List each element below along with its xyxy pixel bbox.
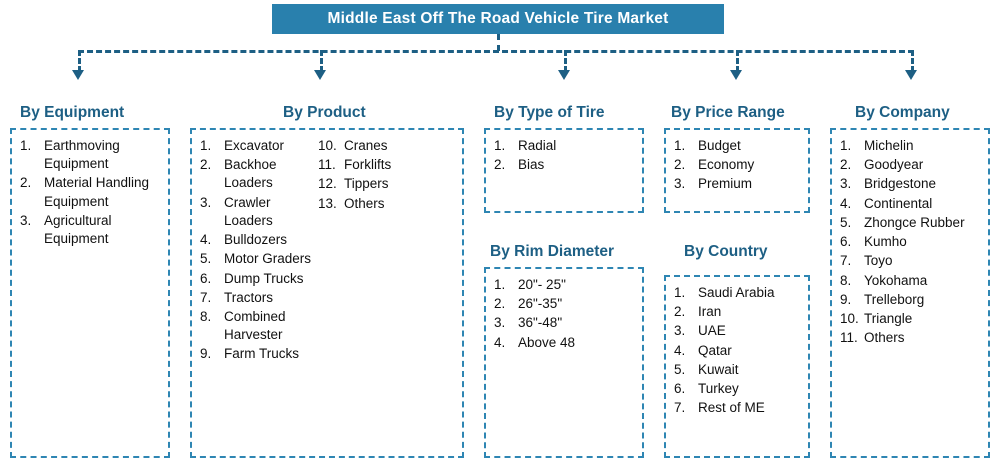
- list-item: Backhoe Loaders: [224, 157, 277, 191]
- panel-by-equipment: [10, 128, 170, 458]
- list-item: Material Handling Equipment: [44, 175, 150, 209]
- arrow-type-of-tire: [558, 70, 570, 80]
- heading-by-price-range: By Price Range: [671, 104, 785, 121]
- heading-by-type-of-tire: By Type of Tire: [494, 104, 605, 121]
- list-item: Earthmoving Equipment: [44, 138, 120, 172]
- list-by-price-range: [674, 137, 802, 194]
- list-item: Tippers: [344, 176, 389, 192]
- list-item: Excavator: [224, 138, 285, 153]
- list-item: Iran: [698, 304, 722, 320]
- arrow-price-range: [730, 70, 742, 80]
- list-item: Continental: [864, 195, 933, 211]
- list-by-equipment: [20, 137, 162, 248]
- list-by-type-of-tire: [494, 137, 636, 174]
- panel-by-company: [830, 128, 990, 458]
- list-item: Farm Trucks: [224, 346, 300, 362]
- list-item: Zhongce Rubber: [864, 214, 965, 230]
- list-item: Forklifts: [344, 157, 392, 173]
- list-item: Economy: [698, 157, 755, 173]
- list-item: Bulldozers: [224, 232, 288, 248]
- list-item: Above 48: [518, 334, 576, 350]
- list-item: UAE: [698, 323, 726, 339]
- list-by-rim-diameter: [494, 276, 636, 352]
- heading-by-equipment: By Equipment: [20, 104, 125, 121]
- list-item: Others: [344, 195, 385, 211]
- list-item: Others: [864, 330, 905, 346]
- list-item: Qatar: [698, 342, 732, 358]
- connector-vertical-main: [497, 34, 500, 51]
- panel-by-product: [190, 128, 464, 458]
- connector-drop-product: [320, 50, 323, 72]
- heading-by-country: By Country: [684, 243, 768, 260]
- list-item: Toyo: [864, 253, 893, 269]
- arrow-equipment: [72, 70, 84, 80]
- list-by-country: [674, 284, 802, 418]
- list-item: 36"-48": [518, 315, 563, 331]
- list-item: Rest of ME: [698, 400, 765, 416]
- list-item: 26"-35": [518, 296, 563, 312]
- list-item: 20"- 25": [518, 277, 566, 292]
- list-item: Agricultural Equipment: [44, 212, 112, 247]
- connector-horizontal-bus: [78, 50, 914, 53]
- list-item: Tractors: [224, 289, 274, 305]
- connector-drop-company: [911, 50, 914, 72]
- list-item: Saudi Arabia: [698, 285, 775, 300]
- list-item: Radial: [518, 138, 557, 153]
- list-by-company: [840, 137, 982, 347]
- list-item: Bridgestone: [864, 176, 937, 192]
- panel-by-price-range: [664, 128, 810, 213]
- list-item: Triangle: [864, 310, 913, 326]
- connector-drop-price-range: [736, 50, 739, 72]
- list-item: Crawler Loaders: [224, 194, 273, 228]
- page-title: Middle East Off The Road Vehicle Tire Market: [272, 4, 724, 34]
- connector-drop-type-of-tire: [564, 50, 567, 72]
- list-item: Cranes: [344, 138, 388, 153]
- connector-drop-equipment: [78, 50, 81, 72]
- panel-by-country: [664, 275, 810, 458]
- arrow-product: [314, 70, 326, 80]
- product-list-right-column: [318, 137, 428, 450]
- list-item: Premium: [698, 176, 753, 192]
- list-item: Trelleborg: [864, 291, 925, 307]
- list-item: Yokohama: [864, 272, 928, 288]
- arrow-company: [905, 70, 917, 80]
- heading-by-product: By Product: [283, 104, 366, 121]
- list-item: Turkey: [698, 381, 739, 397]
- list-item: Kuwait: [698, 361, 739, 377]
- list-item: Goodyear: [864, 157, 924, 173]
- heading-by-rim-diameter: By Rim Diameter: [490, 243, 615, 260]
- product-list-left-column: [200, 137, 318, 450]
- heading-by-company: By Company: [855, 104, 950, 121]
- list-by-product-right: [318, 137, 428, 213]
- list-item: Bias: [518, 157, 545, 173]
- panel-by-rim-diameter: [484, 267, 644, 458]
- list-item: Dump Trucks: [224, 270, 304, 286]
- panel-by-type-of-tire: [484, 128, 644, 213]
- list-item: Budget: [698, 138, 741, 153]
- list-item: Kumho: [864, 234, 907, 250]
- list-by-product-left: [200, 137, 318, 364]
- list-item: Michelin: [864, 138, 914, 153]
- list-item: Motor Graders: [224, 251, 312, 267]
- list-item: Combined Harvester: [224, 308, 286, 343]
